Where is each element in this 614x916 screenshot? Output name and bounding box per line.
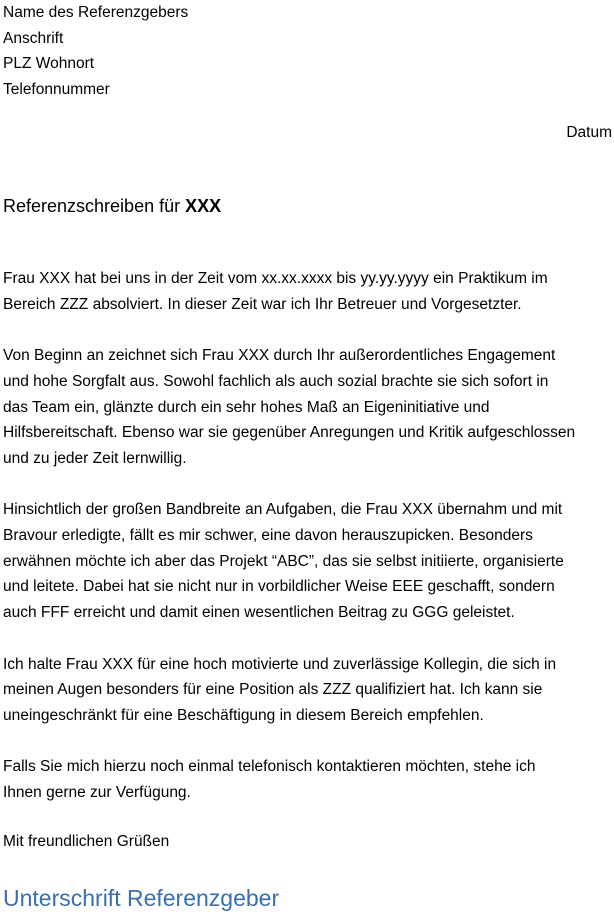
body-paragraph xyxy=(3,652,614,729)
body-line: Frau XXX hat bei uns in der Zeit vom xx.xx.xxxx bis yy.yy.yyyy ein Praktikum im xyxy=(3,270,548,287)
sender-phone: Telefonnummer xyxy=(3,80,110,98)
letter-date: Datum xyxy=(566,124,612,141)
body-line: Von Beginn an zeichnet sich Frau XXX durch Ihr außerordentliches Engagement xyxy=(3,347,556,365)
body-paragraph xyxy=(3,754,614,805)
letter-body xyxy=(3,266,614,831)
letter-closing: Mit freundlichen Grüßen xyxy=(3,833,170,850)
letter-subject xyxy=(3,193,221,219)
sender-address: Anschrift xyxy=(3,29,64,47)
body-line: und zu jeder Zeit lernwillig. xyxy=(3,449,187,467)
body-line: Hilfsbereitschaft. Ebenso war sie gegenüber Anregungen und Kritik aufgeschlossen xyxy=(3,424,576,442)
body-paragraph xyxy=(3,266,614,317)
body-line: und leitete. Dabei hat sie nicht nur in vorbildlicher Weise EEE geschafft, sondern xyxy=(3,578,555,596)
subject-name: XXX xyxy=(185,196,222,216)
signature: Unterschrift Referenzgeber xyxy=(3,885,280,911)
sender-block xyxy=(3,0,188,102)
body-paragraph xyxy=(3,343,614,472)
body-paragraph xyxy=(3,497,614,626)
body-line: Hinsichtlich der großen Bandbreite an Aufgaben, die Frau XXX übernahm und mit xyxy=(3,501,563,519)
body-line: Ihnen gerne zur Verfügung. xyxy=(3,784,191,801)
subject-prefix: Referenzschreiben für xyxy=(3,196,186,216)
body-line: und hohe Sorgfalt aus. Sowohl fachlich als auch sozial brachte sie sich sofort in xyxy=(3,372,549,390)
body-line: Bravour erledigte, fällt es mir schwer, eine davon herauszupicken. Besonders xyxy=(3,527,533,544)
body-line: Falls Sie mich hierzu noch einmal telefonisch kontaktieren möchten, stehe ich xyxy=(3,758,536,776)
body-line: auch FFF erreicht und damit einen wesentlichen Beitrag zu GGG geleistet. xyxy=(3,604,515,622)
body-line: das Team ein, glänzte durch ein sehr hohes Maß an Eigeninitiative und xyxy=(3,398,490,416)
sender-name: Name des Referenzgebers xyxy=(3,4,189,21)
body-line: Ich halte Frau XXX für eine hoch motivierte und zuverlässige Kollegin, die sich in xyxy=(3,655,557,673)
sender-city: PLZ Wohnort xyxy=(3,55,95,72)
body-line: Bereich ZZZ absolviert. In dieser Zeit war ich Ihr Betreuer und Vorgesetzter. xyxy=(3,295,522,313)
body-line: uneingeschränkt für eine Beschäftigung in diesem Bereich empfehlen. xyxy=(3,706,484,724)
body-line: erwähnen möchte ich aber das Projekt “ABC”, das sie selbst initiierte, organisierte xyxy=(3,552,564,570)
body-line: meinen Augen besonders für eine Position als ZZZ qualifiziert hat. Ich kann sie xyxy=(3,681,543,699)
